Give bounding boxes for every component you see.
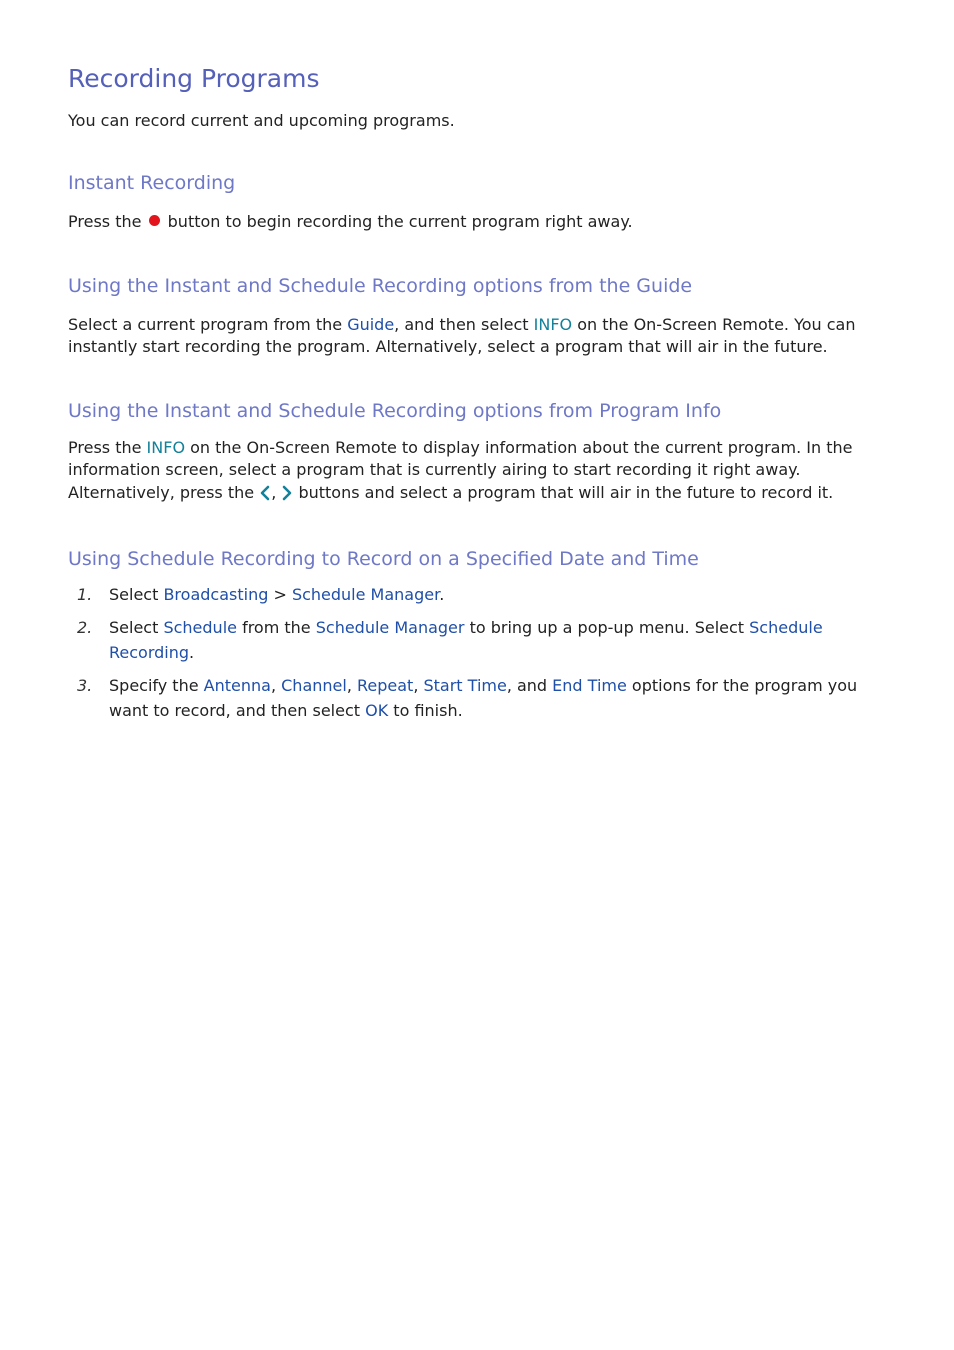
page-title: Recording Programs bbox=[68, 64, 320, 93]
chevron-left-icon bbox=[259, 485, 271, 508]
record-button-icon bbox=[149, 215, 160, 226]
list-item: 3. Specify the Antenna, Channel, Repeat, Start Time, and End Time options for the program you want to record, and then select OK to finish. bbox=[68, 673, 868, 723]
section-heading-instant-recording: Instant Recording bbox=[68, 172, 236, 194]
instant-recording-text: Press the button to begin recording the current program right away. bbox=[68, 212, 633, 231]
keyword-info: INFO bbox=[533, 314, 573, 334]
intro-text: You can record current and upcoming programs. bbox=[68, 111, 455, 130]
program-info-text: Press the INFO on the On-Screen Remote to display information about the current program. In the information screen, select a program that is currently airing to start recording it right away. Alternatively, press the , buttons and select a program that will air in the future to record it. bbox=[68, 437, 868, 508]
section-heading-program-info: Using the Instant and Schedule Recording options from Program Info bbox=[68, 399, 722, 422]
guide-text: Select a current program from the Guide, and then select INFO on the On-Screen Remote. You can instantly start recording the program. Alternatively, select a program that will air in the future. bbox=[68, 314, 856, 356]
list-item: 1. Select Broadcasting > Schedule Manager. bbox=[68, 582, 868, 607]
keyword-guide: Guide bbox=[347, 314, 395, 334]
step-number: 3. bbox=[77, 676, 93, 695]
section-heading-guide: Using the Instant and Schedule Recording options from the Guide bbox=[68, 274, 693, 297]
step-number: 1. bbox=[77, 585, 93, 604]
step-number: 2. bbox=[77, 618, 93, 637]
document-page bbox=[68, 62, 868, 731]
steps-list bbox=[68, 582, 868, 723]
chevron-right-icon bbox=[281, 485, 293, 508]
section-heading-schedule-recording: Using Schedule Recording to Record on a Specified Date and Time bbox=[68, 548, 699, 570]
keyword-info: INFO bbox=[146, 437, 186, 457]
list-item: 2. Select Schedule from the Schedule Manager to bring up a pop-up menu. Select Schedule Recording. bbox=[68, 615, 868, 665]
